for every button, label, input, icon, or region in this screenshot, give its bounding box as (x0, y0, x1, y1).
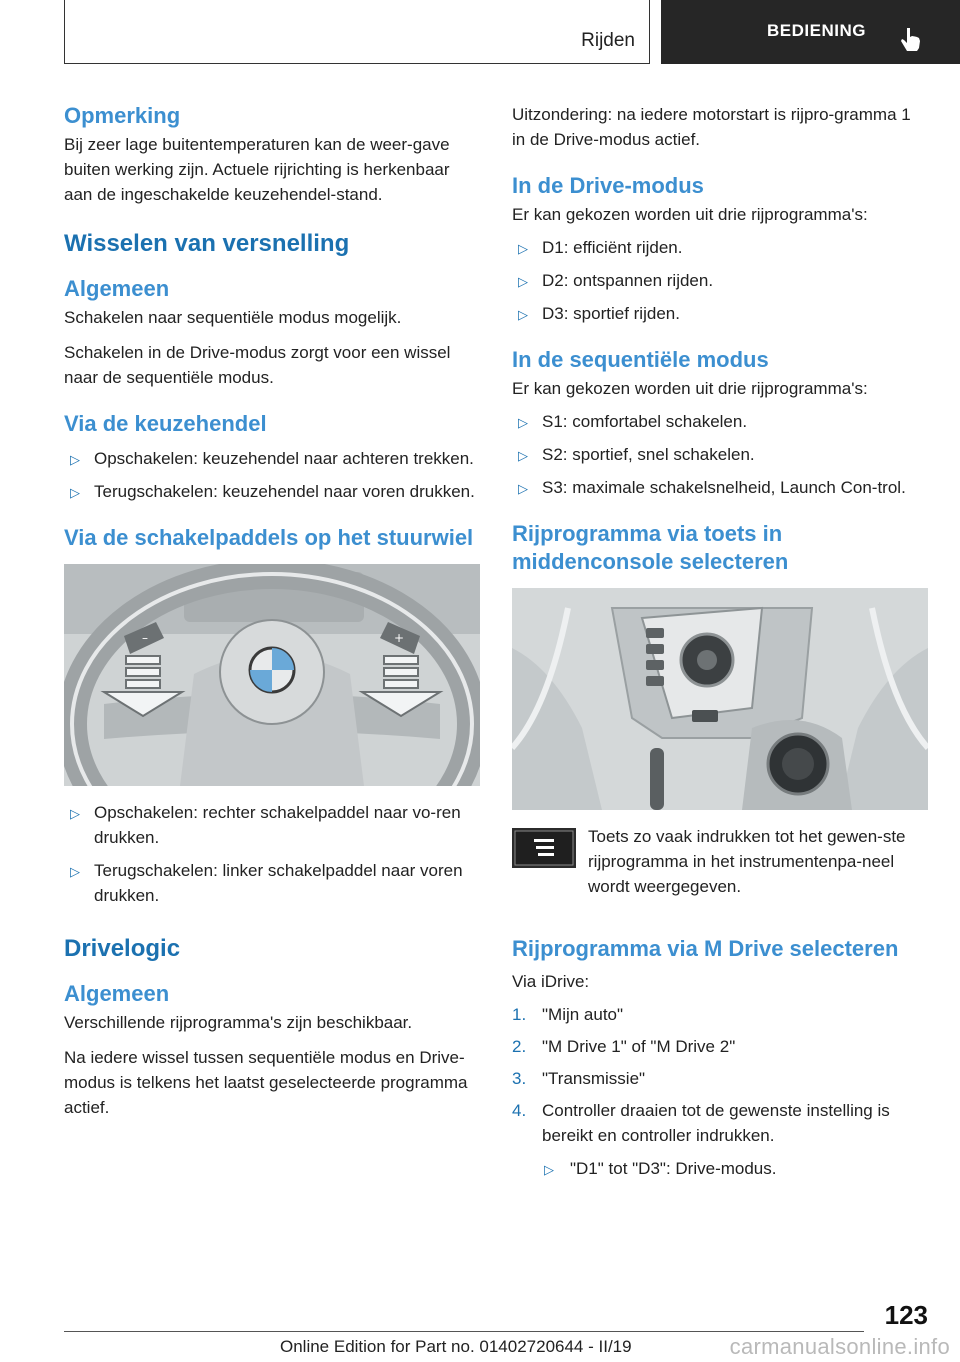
hand-pointer-icon (898, 26, 924, 52)
triangle-right-icon: ▷ (70, 452, 80, 467)
heading-selector-lever: Via de keuzehendel (64, 411, 267, 436)
list-item: ▷ D1: efficiënt rijden. (512, 235, 928, 260)
list-item: 4. Controller draaien tot de gewenste instelling is bereikt en controller indrukken. ▷ "D1" tot "D3": Drive-modus. (512, 1098, 928, 1181)
idrive-intro: Via iDrive: (512, 972, 590, 991)
heading-drive-mode: In de Drive-modus (512, 173, 704, 198)
left-column (64, 102, 482, 1120)
heading-paddles: Via de schakelpaddels op het stuurwiel (64, 525, 474, 550)
footer-watermark: carmanualsonline.info (729, 1334, 950, 1359)
list-item: ▷ Opschakelen: rechter schakelpaddel naar vo-ren drukken. (70, 803, 461, 847)
drivelogic-paragraph-2: Na iedere wissel tussen sequentiële modus en Drive-modus is telkens het laatst geselecteerde programma actief. (64, 1048, 468, 1117)
paddle-list (64, 800, 482, 908)
triangle-right-icon: ▷ (518, 241, 528, 256)
heading-console-selection: Rijprogramma via toets in middenconsole selecteren (512, 521, 789, 574)
center-console-illustration (512, 588, 928, 810)
sub-list (542, 1156, 928, 1181)
console-button-text: Toets zo vaak indrukken tot het gewen-ste rijprogramma in het instrumentenpa-neel wordt weergegeven. (588, 827, 906, 896)
list-item: ▷ S1: comfortabel schakelen. (512, 409, 928, 434)
note-heading: Opmerking (64, 103, 181, 128)
footer-divider (64, 1331, 864, 1332)
heading-sequential-mode: In de sequentiële modus (512, 347, 769, 372)
header-chapter-label: BEDIENING (767, 21, 866, 40)
triangle-right-icon: ▷ (518, 415, 528, 430)
list-item: ▷ Opschakelen: keuzehendel naar achteren trekken. (64, 446, 482, 471)
list-item: ▷ Terugschakelen: linker schakelpaddel naar voren drukken. (70, 861, 463, 905)
triangle-right-icon: ▷ (70, 864, 80, 879)
console-button-instruction (512, 824, 928, 899)
list-item: 1. "Mijn auto" (512, 1005, 624, 1024)
drive-mode-intro: Er kan gekozen worden uit drie rijprogramma's: (512, 205, 868, 224)
note-text: Bij zeer lage buitentemperaturen kan de weer-gave buiten werking zijn. Actuele rijrichting is herkenbaar aan de ingeschakelde keuzehendel-stand. (64, 135, 450, 204)
idrive-steps-list (512, 1002, 928, 1181)
triangle-right-icon: ▷ (518, 481, 528, 496)
list-item: ▷ Terugschakelen: keuzehendel naar voren drukken. (64, 479, 482, 504)
heading-drivelogic: Drivelogic (64, 935, 181, 962)
heading-general-drivelogic: Algemeen (64, 981, 170, 1006)
steering-wheel-illustration (64, 564, 480, 786)
menu-lines-button-icon (512, 828, 576, 868)
exception-paragraph: Uitzondering: na iedere motorstart is rijpro-gramma 1 in de Drive-modus actief. (512, 105, 911, 149)
list-item: 2. "M Drive 1" of "M Drive 2" (512, 1037, 736, 1056)
triangle-right-icon: ▷ (518, 448, 528, 463)
list-item: ▷ S3: maximale schakelsnelheid, Launch Con-trol. (512, 475, 928, 500)
selector-list (64, 446, 482, 504)
list-item: ▷ S2: sportief, snel schakelen. (512, 442, 928, 467)
drivelogic-paragraph-1: Verschillende rijprogramma's zijn beschikbaar. (64, 1013, 413, 1032)
general-paragraph-2: Schakelen in de Drive-modus zorgt voor een wissel naar de sequentiële modus. (64, 343, 451, 387)
triangle-right-icon: ▷ (518, 307, 528, 322)
sequential-mode-intro: Er kan gekozen worden uit drie rijprogramma's: (512, 379, 868, 398)
general-paragraph-1: Schakelen naar sequentiële modus mogelijk. (64, 308, 402, 327)
heading-gear-change: Wisselen van versnelling (64, 230, 350, 257)
list-item: ▷ D3: sportief rijden. (512, 301, 928, 326)
list-item: ▷ D2: ontspannen rijden. (512, 268, 928, 293)
svg-text:–: – (142, 631, 148, 645)
heading-mdrive-selection: Rijprogramma via M Drive selecteren (512, 936, 899, 961)
sequential-mode-list (512, 409, 928, 500)
right-column (512, 102, 928, 1188)
header-frame (64, 0, 650, 64)
triangle-right-icon: ▷ (70, 806, 80, 821)
drive-mode-list (512, 235, 928, 326)
page-number: 123 (884, 1300, 928, 1330)
svg-text:+: + (394, 631, 405, 645)
header-section-title: Rijden (581, 30, 635, 51)
header-chapter-tab (661, 0, 960, 64)
triangle-right-icon: ▷ (70, 485, 80, 500)
list-item: ▷ "D1" tot "D3": Drive-modus. (542, 1156, 928, 1181)
footer-edition: Online Edition for Part no. 01402720644 - II/19 (280, 1337, 632, 1356)
list-item: 3. "Transmissie" (512, 1069, 646, 1088)
triangle-right-icon: ▷ (518, 274, 528, 289)
triangle-right-icon: ▷ (544, 1162, 554, 1177)
heading-general: Algemeen (64, 276, 170, 301)
